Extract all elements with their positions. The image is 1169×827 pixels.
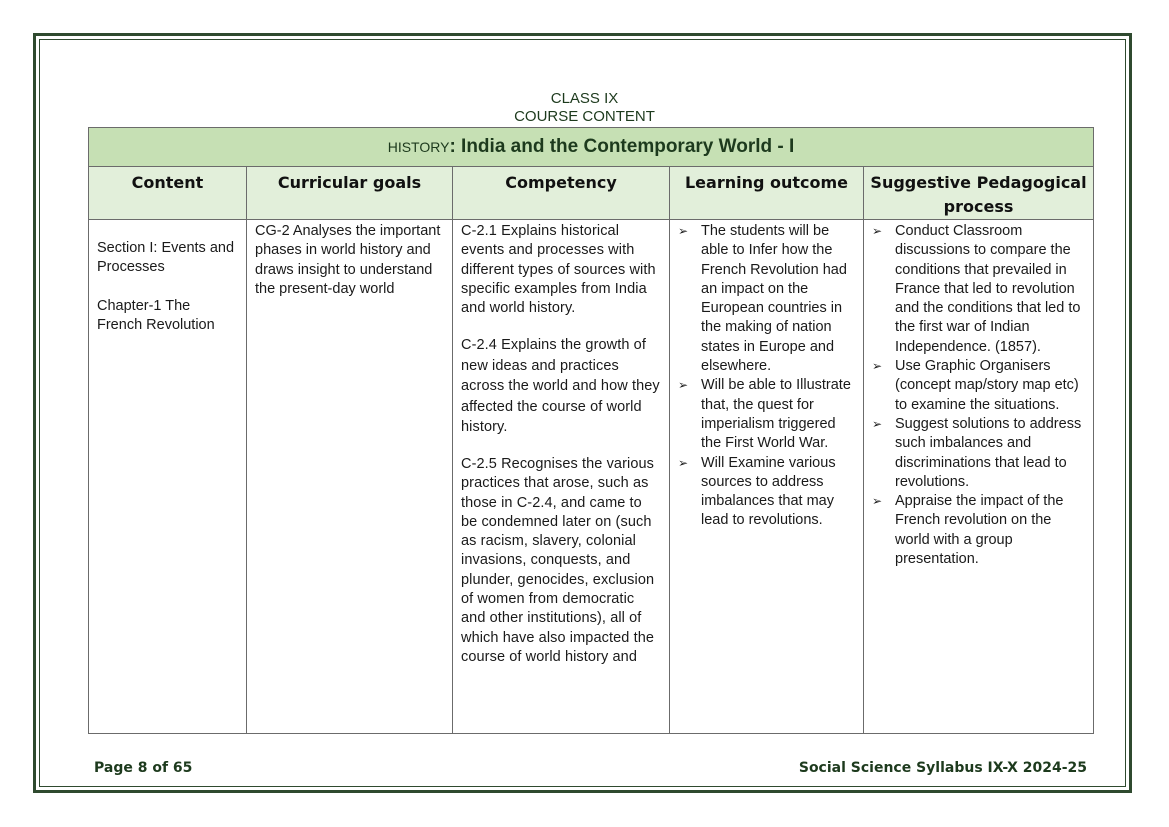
section-name: Section I: Events and Processes: [97, 240, 235, 276]
chapter-name: Chapter-1 The French Revolution: [97, 297, 215, 333]
header-pedagogical-process: Suggestive Pedagogical process: [864, 167, 1094, 220]
pedagogy-cell: [864, 220, 1094, 734]
section-colon: :: [449, 136, 462, 157]
learning-outcome-text: Will Examine various sources to address imbalances that may lead to revolutions.: [701, 454, 836, 529]
pedagogy-text: Suggest solutions to address such imbalances and discriminations that lead to revolutions.: [895, 415, 1082, 490]
pedagogy-text: Appraise the impact of the French revolution on the world with a group presentation.: [895, 493, 1064, 568]
header-curricular-goals: Curricular goals: [247, 167, 453, 220]
section-prefix: HISTORY: [387, 139, 450, 155]
section-title: India and the Contemporary World - I: [461, 136, 795, 157]
list-item: [678, 222, 855, 376]
pedagogy-text: Conduct Classroom discussions to compare the conditions that prevailed in France that led to revolution and the conditions that led to the first war of Indian Independence. (1857).: [895, 223, 1081, 355]
competency-item: C-2.4 Explains the growth of new ideas and practices across the world and how they affected the course of world history.: [461, 337, 660, 436]
list-item: [678, 454, 855, 531]
table-header-row: [89, 167, 1094, 220]
class-title: CLASS IX: [550, 90, 619, 107]
syllabus-table: [88, 127, 1094, 734]
header-learning-outcome: Learning outcome: [670, 167, 864, 220]
competency-item: C-2.5 Recognises the various practices that arose, such as those in C-2.4, and came to be condemned later on (such as racism, slavery, colonial invasions, conquests, and plunder, genocides, exclusion of women from democratic and other institutions), all of which have also impacted the course of world history and: [461, 455, 655, 665]
arrow-bullet-icon: ➢: [678, 378, 689, 393]
arrow-bullet-icon: ➢: [872, 494, 883, 509]
competency-item: C-2.1 Explains historical events and processes with different types of sources with specific examples from India and world history.: [461, 223, 656, 317]
content-cell: [89, 220, 247, 734]
curricular-goal-cell: [247, 220, 453, 734]
pedagogy-text: Use Graphic Organisers (concept map/story map etc) to examine the situations.: [895, 358, 1079, 413]
list-item: [872, 222, 1085, 357]
list-item: [678, 376, 855, 453]
arrow-bullet-icon: ➢: [872, 224, 883, 238]
header-content: Content: [89, 167, 247, 220]
header-competency: Competency: [453, 167, 670, 220]
curricular-goal: CG-2 Analyses the important phases in world history and draws insight to understand the present-day world: [255, 223, 441, 297]
learning-outcome-text: Will be able to Illustrate that, the quest for imperialism triggered the First World War.: [701, 377, 851, 452]
arrow-bullet-icon: ➢: [678, 455, 689, 470]
list-item: [872, 492, 1085, 569]
list-item: [872, 357, 1085, 415]
table-row: [89, 220, 1094, 734]
learning-outcome-text: The students will be able to Infer how the French Revolution had an impact on the European countries in the making of nation states in Europe and elsewhere.: [701, 223, 847, 375]
document-title: Social Science Syllabus IX-X 2024-25: [798, 760, 1087, 776]
page-number: Page 8 of 65: [94, 760, 193, 776]
arrow-bullet-icon: ➢: [872, 359, 883, 374]
competency-cell: [453, 220, 670, 734]
list-item: [872, 415, 1085, 492]
course-content-title: COURSE CONTENT: [514, 108, 655, 125]
learning-outcome-cell: [670, 220, 864, 734]
table-title-row: [89, 128, 1094, 167]
arrow-bullet-icon: ➢: [678, 224, 689, 238]
arrow-bullet-icon: ➢: [872, 416, 883, 431]
section-banner: [89, 128, 1094, 167]
